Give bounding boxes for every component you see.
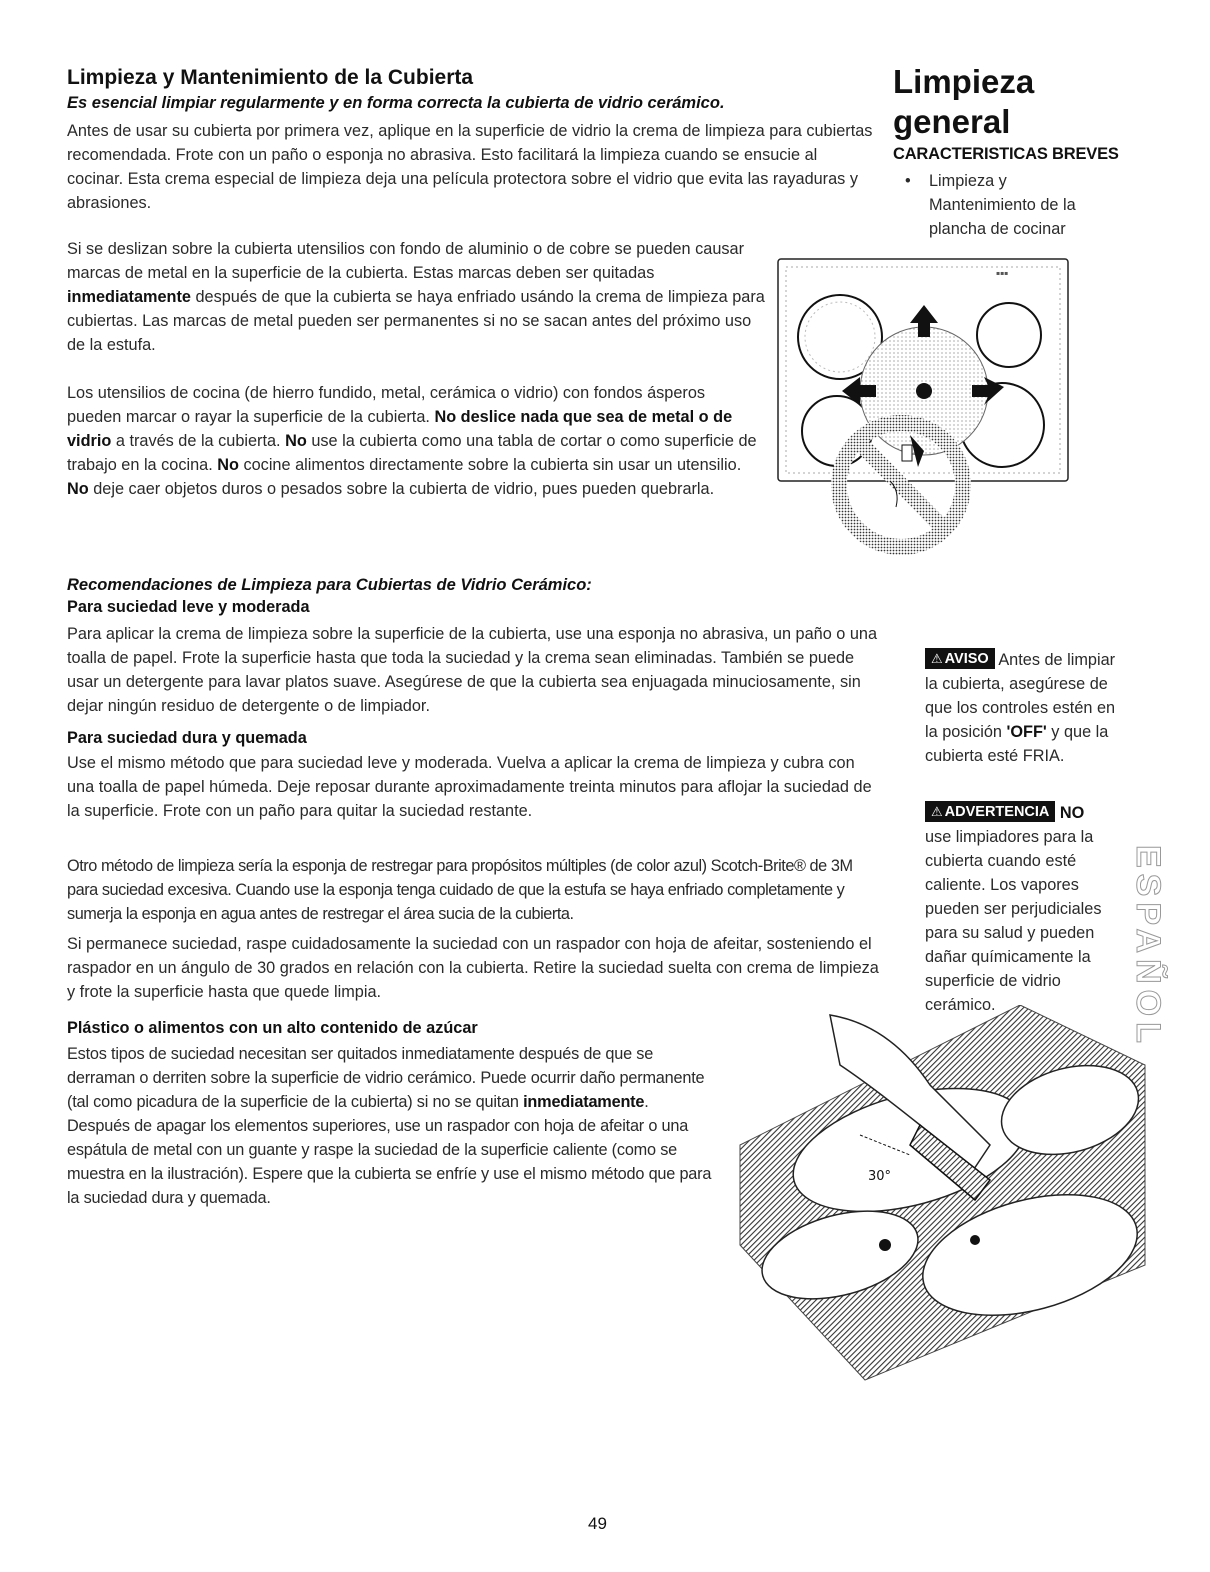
paragraph-metal-marks: Si se deslizan sobre la cubierta utensilios con fondo de aluminio o de cobre se pueden causar marcas de metal en la superficie de la cubierta. Estas marcas deben ser quitadas inmediatamente después de que la cubierta se haya enfriado usándo la crema de limpieza para cubiertas. Las marcas de metal pueden ser permanentes si no se sacan antes del próximo uso de la estufa. (67, 240, 765, 354)
sidebar-title: Limpieza general (893, 63, 1035, 140)
cooktop-no-slide-illustration (772, 255, 1082, 560)
recommendations-title: Recomendaciones de Limpieza para Cubiertas de Vidrio Cerámico: (67, 576, 592, 594)
features-heading: CARACTERISTICAS BREVES (893, 145, 1119, 163)
light-soil-heading: Para suciedad leve y moderada (67, 598, 310, 616)
section-title: Limpieza y Mantenimiento de la Cubierta (67, 66, 474, 89)
aviso-notice: ⚠ AVISO Antes de limpiar la cubierta, asegúrese de que los controles estén en la posición 'OFF' y que la cubierta esté FRIA. (925, 648, 1125, 768)
heavy-soil-text: Use el mismo método que para suciedad leve y moderada. Vuelva a aplicar la crema de limpieza y cubra con una toalla de papel húmeda. Deje reposar durante aproximadamente treinta minutos para aflojar la suciedad de la superficie. Frote con un paño para quitar la suciedad restante. (67, 754, 872, 820)
warning-triangle-icon: ⚠ (931, 651, 943, 666)
advertencia-notice: ⚠ ADVERTENCIA NO use limpiadores para la cubierta cuando esté caliente. Los vapores pueden ser perjudiciales para su salud y pueden dañar químicamente la superficie de vidrio cerámico. (925, 801, 1123, 1017)
scotch-brite-text: Otro método de limpieza sería la esponja de restregar para propósitos múltiples (de color azul) Scotch-Brite® de 3M para suciedad excesiva. Cuando use la esponja tenga cuidado de que la estufa se haya enfriado completamente y sumerja la esponja en agua antes de restregar el área sucia de la cubierta. (67, 857, 853, 923)
section-subtitle: Es esencial limpiar regularmente y en forma correcta la cubierta de vidrio cerámico. (67, 94, 725, 112)
scraping-illustration (720, 1005, 1150, 1385)
aviso-badge: ⚠ AVISO (925, 648, 995, 669)
bullet-icon: • (905, 172, 911, 190)
sugar-soil-text: Estos tipos de suciedad necesitan ser quitados inmediatamente después de que se derraman o derriten sobre la superficie de vidrio cerámico. Puede ocurrir daño permanente (tal como picadura de la superficie de la cubierta) si no se quitan inmediatamente. Después de apagar los elementos superiores, use un raspador con hoja de afeitar o una espátula de metal con un guante y raspe la suciedad de la superficie caliente (como se muestra en la ilustración). Espere que la cubierta se enfríe y use el mismo método que para la suciedad dura y quemada. (67, 1045, 712, 1207)
heavy-soil-heading: Para suciedad dura y quemada (67, 729, 307, 747)
features-list (905, 169, 1095, 241)
paragraph-utensils: Los utensilios de cocina (de hierro fundido, metal, cerámica o vidrio) con fondos ásperos pueden marcar o rayar la superficie de la cubierta. No deslice nada que sea de metal o de vidrio a través de la cubierta. No use la cubierta como una tabla de cortar o como superficie de trabajo en la cocina. No cocine alimentos directamente sobre la cubierta sin usar un utensilio. No deje caer objetos duros o pesados sobre la cubierta de vidrio, pues pueden quebrarla. (67, 384, 757, 498)
scraper-text: Si permanece suciedad, raspe cuidadosamente la suciedad con un raspador con hoja de afeitar, sosteniendo el raspador en un ángulo de 30 grados en relación con la cubierta. Retire la suciedad suelta con crema de limpieza y frote la superficie hasta que quede limpia. (67, 935, 879, 1001)
page-number: 49 (588, 1514, 607, 1533)
cooktop-logo-text: ▪▪▪ (996, 270, 1009, 277)
advertencia-badge: ⚠ ADVERTENCIA (925, 801, 1055, 822)
light-soil-text: Para aplicar la crema de limpieza sobre la superficie de la cubierta, use una esponja no abrasiva, un paño o una toalla de papel. Frote la superficie hasta que toda la suciedad y la crema sean eliminadas. También se puede usar un detergente para lavar platos suave. Asegúrese de que la cubierta sea enjuagada minuciosamente, sin dejar ningún residuo de detergente o de limpiador. (67, 625, 878, 715)
sugar-soil-heading: Plástico o alimentos con un alto contenido de azúcar (67, 1019, 478, 1037)
angle-label: 30° (868, 1169, 892, 1184)
feature-item: Limpieza y Mantenimiento de la plancha de cocinar (929, 172, 1076, 238)
paragraph-first-use: Antes de usar su cubierta por primera vez, aplique en la superficie de vidrio la crema de limpieza para cubiertas recomendada. Frote con un paño o esponja no abrasiva. Esto facilitará la limpieza cuando se ensucie al cocinar. Esta crema especial de limpieza deja una película protectora sobre el vidrio que evita las rayaduras y abrasiones. (67, 122, 873, 212)
language-tab: ESPAÑOL (1129, 845, 1167, 1049)
warning-triangle-icon: ⚠ (931, 804, 943, 819)
